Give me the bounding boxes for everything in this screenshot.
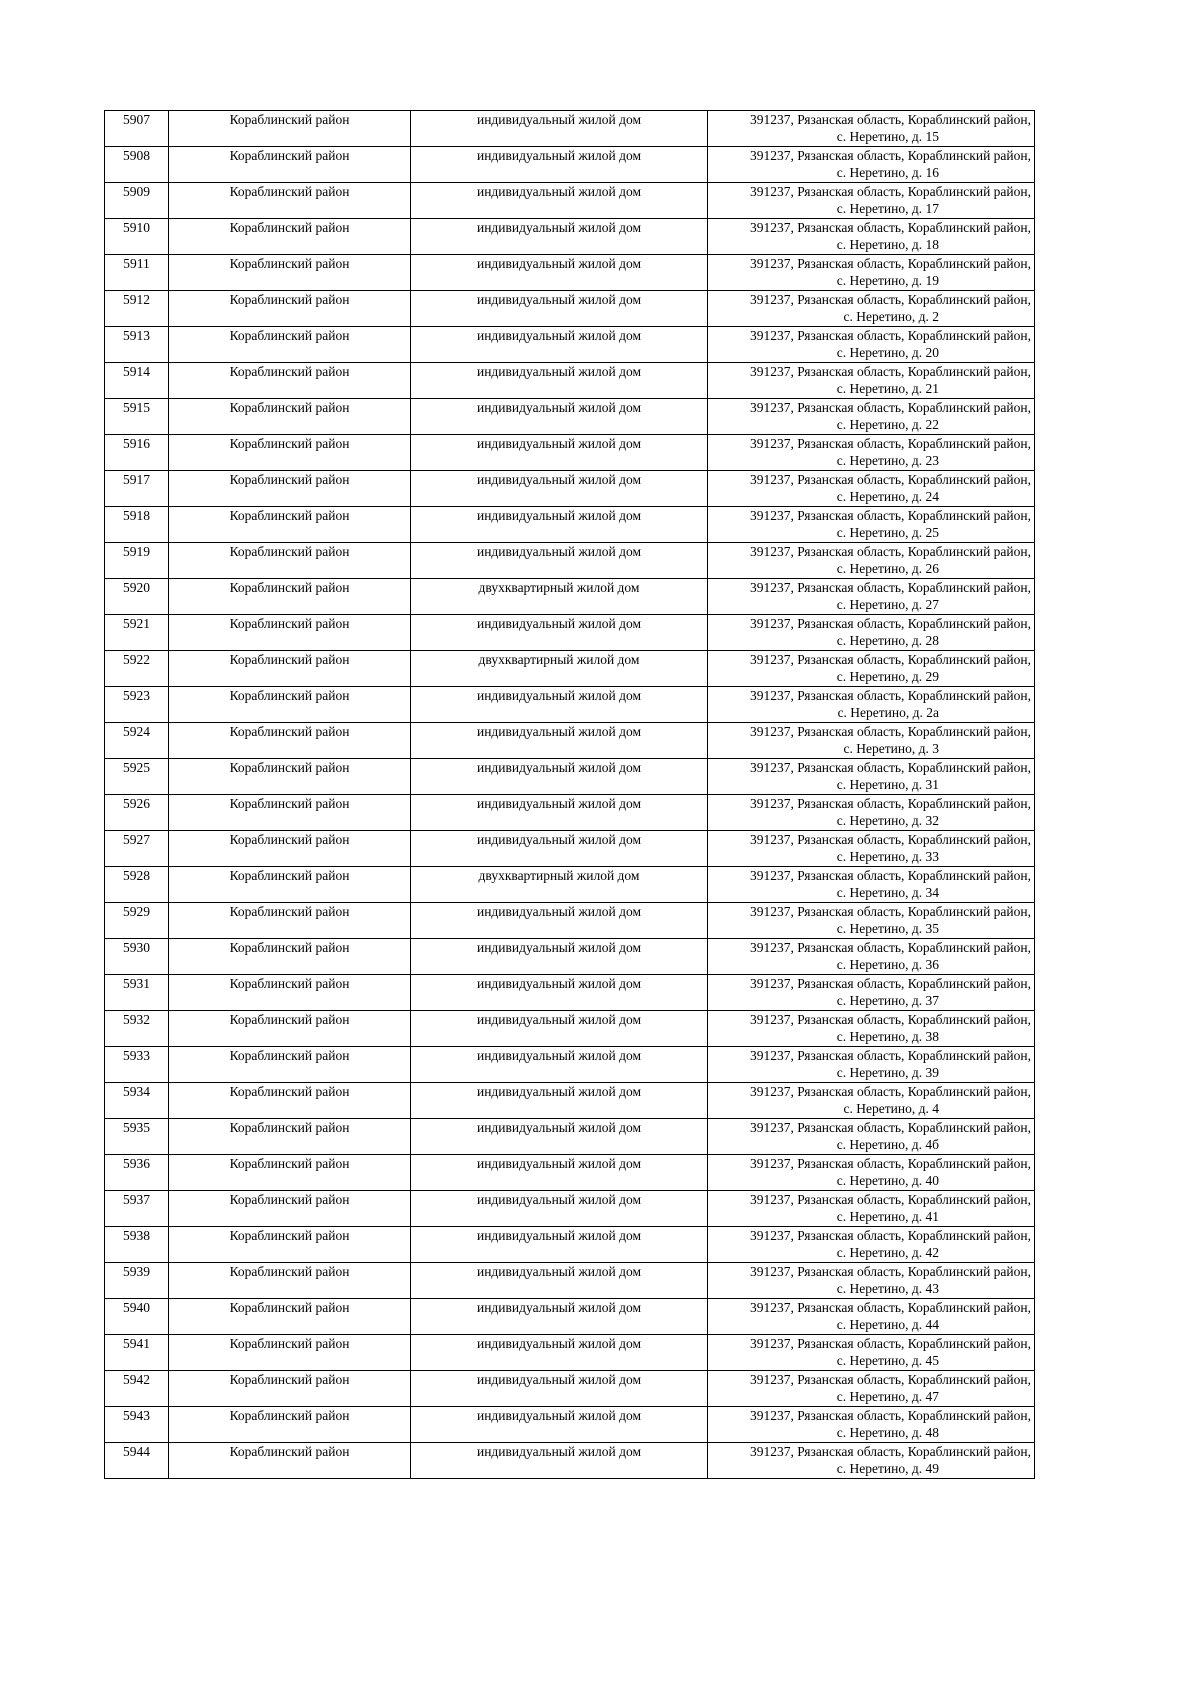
table-row: [105, 687, 1035, 723]
table-row: [105, 1155, 1035, 1191]
address-line-1: 391237, Рязанская область, Кораблинский район,: [750, 796, 1031, 811]
district-cell: Кораблинский район: [169, 651, 411, 687]
table-row: [105, 939, 1035, 975]
address-cell: [708, 1191, 1035, 1227]
address-line-2: с. Неретино, д. 2а: [837, 705, 939, 720]
district-cell: Кораблинский район: [169, 1047, 411, 1083]
address-line-2: с. Неретино, д. 23: [836, 453, 939, 468]
building-type-cell: индивидуальный жилой дом: [411, 183, 708, 219]
building-type-cell: индивидуальный жилой дом: [411, 327, 708, 363]
address-line-1: 391237, Рязанская область, Кораблинский район,: [750, 1408, 1031, 1423]
building-type-cell: индивидуальный жилой дом: [411, 1407, 708, 1443]
table-row: [105, 111, 1035, 147]
building-type-cell: индивидуальный жилой дом: [411, 1443, 708, 1479]
district-cell: Кораблинский район: [169, 1083, 411, 1119]
address-line-1: 391237, Рязанская область, Кораблинский район,: [750, 652, 1031, 667]
building-type-cell: индивидуальный жилой дом: [411, 399, 708, 435]
row-number-cell: 5909: [105, 183, 169, 219]
district-cell: Кораблинский район: [169, 615, 411, 651]
row-number-cell: 5916: [105, 435, 169, 471]
address-line-1: 391237, Рязанская область, Кораблинский район,: [750, 256, 1031, 271]
table-row: [105, 867, 1035, 903]
district-cell: Кораблинский район: [169, 1155, 411, 1191]
address-line-1: 391237, Рязанская область, Кораблинский район,: [750, 436, 1031, 451]
table-row: [105, 507, 1035, 543]
table-row: [105, 363, 1035, 399]
address-cell: [708, 1299, 1035, 1335]
row-number-cell: 5907: [105, 111, 169, 147]
address-line-1: 391237, Рязанская область, Кораблинский район,: [750, 112, 1031, 127]
district-cell: Кораблинский район: [169, 867, 411, 903]
row-number-cell: 5914: [105, 363, 169, 399]
district-cell: Кораблинский район: [169, 831, 411, 867]
table-row: [105, 1335, 1035, 1371]
table-row: [105, 1263, 1035, 1299]
row-number-cell: 5919: [105, 543, 169, 579]
district-cell: Кораблинский район: [169, 975, 411, 1011]
address-cell: [708, 183, 1035, 219]
address-line-2: с. Неретино, д. 32: [836, 813, 939, 828]
row-number-cell: 5913: [105, 327, 169, 363]
address-cell: [708, 399, 1035, 435]
building-type-cell: индивидуальный жилой дом: [411, 111, 708, 147]
building-type-cell: индивидуальный жилой дом: [411, 1155, 708, 1191]
building-type-cell: индивидуальный жилой дом: [411, 255, 708, 291]
address-line-1: 391237, Рязанская область, Кораблинский район,: [750, 1336, 1031, 1351]
address-cell: [708, 1335, 1035, 1371]
row-number-cell: 5928: [105, 867, 169, 903]
table-row: [105, 1083, 1035, 1119]
address-line-2: с. Неретино, д. 36: [836, 957, 939, 972]
address-line-2: с. Неретино, д. 43: [836, 1281, 939, 1296]
building-type-cell: индивидуальный жилой дом: [411, 615, 708, 651]
building-type-cell: двухквартирный жилой дом: [411, 579, 708, 615]
address-line-2: с. Неретино, д. 37: [836, 993, 939, 1008]
row-number-cell: 5920: [105, 579, 169, 615]
row-number-cell: 5939: [105, 1263, 169, 1299]
address-cell: [708, 831, 1035, 867]
row-number-cell: 5925: [105, 759, 169, 795]
building-type-cell: индивидуальный жилой дом: [411, 975, 708, 1011]
table-row: [105, 975, 1035, 1011]
building-type-cell: индивидуальный жилой дом: [411, 831, 708, 867]
district-cell: Кораблинский район: [169, 723, 411, 759]
address-cell: [708, 507, 1035, 543]
address-cell: [708, 651, 1035, 687]
district-cell: Кораблинский район: [169, 1299, 411, 1335]
address-line-2: с. Неретино, д. 42: [836, 1245, 939, 1260]
row-number-cell: 5929: [105, 903, 169, 939]
table-row: [105, 1407, 1035, 1443]
table-row: [105, 219, 1035, 255]
address-line-1: 391237, Рязанская область, Кораблинский район,: [750, 868, 1031, 883]
row-number-cell: 5935: [105, 1119, 169, 1155]
address-line-2: с. Неретино, д. 26: [836, 561, 939, 576]
district-cell: Кораблинский район: [169, 363, 411, 399]
address-cell: [708, 1155, 1035, 1191]
building-type-cell: индивидуальный жилой дом: [411, 1047, 708, 1083]
address-line-2: с. Неретино, д. 34: [836, 885, 939, 900]
address-line-1: 391237, Рязанская область, Кораблинский район,: [750, 472, 1031, 487]
address-line-2: с. Неретино, д. 22: [836, 417, 939, 432]
row-number-cell: 5915: [105, 399, 169, 435]
row-number-cell: 5931: [105, 975, 169, 1011]
address-line-2: с. Неретино, д. 39: [836, 1065, 939, 1080]
address-line-2: с. Неретино, д. 17: [836, 201, 939, 216]
row-number-cell: 5927: [105, 831, 169, 867]
address-line-2: с. Неретино, д. 4б: [836, 1137, 939, 1152]
district-cell: Кораблинский район: [169, 219, 411, 255]
address-cell: [708, 903, 1035, 939]
district-cell: Кораблинский район: [169, 543, 411, 579]
address-line-1: 391237, Рязанская область, Кораблинский район,: [750, 1444, 1031, 1459]
address-line-1: 391237, Рязанская область, Кораблинский район,: [750, 616, 1031, 631]
address-line-1: 391237, Рязанская область, Кораблинский район,: [750, 184, 1031, 199]
building-type-cell: индивидуальный жилой дом: [411, 687, 708, 723]
table-row: [105, 147, 1035, 183]
table-row: [105, 651, 1035, 687]
address-cell: [708, 219, 1035, 255]
address-line-2: с. Неретино, д. 38: [836, 1029, 939, 1044]
address-line-1: 391237, Рязанская область, Кораблинский район,: [750, 1300, 1031, 1315]
table-row: [105, 1119, 1035, 1155]
building-type-cell: индивидуальный жилой дом: [411, 1299, 708, 1335]
address-line-1: 391237, Рязанская область, Кораблинский район,: [750, 148, 1031, 163]
address-cell: [708, 1407, 1035, 1443]
table-row: [105, 579, 1035, 615]
district-cell: Кораблинский район: [169, 255, 411, 291]
address-cell: [708, 795, 1035, 831]
district-cell: Кораблинский район: [169, 327, 411, 363]
address-cell: [708, 687, 1035, 723]
address-line-2: с. Неретино, д. 44: [836, 1317, 939, 1332]
address-line-2: с. Неретино, д. 41: [836, 1209, 939, 1224]
address-line-2: с. Неретино, д. 16: [836, 165, 939, 180]
building-type-cell: индивидуальный жилой дом: [411, 543, 708, 579]
building-type-cell: индивидуальный жилой дом: [411, 1263, 708, 1299]
registry-table: [104, 110, 1035, 1479]
address-line-2: с. Неретино, д. 27: [836, 597, 939, 612]
address-line-1: 391237, Рязанская область, Кораблинский район,: [750, 1264, 1031, 1279]
address-line-2: с. Неретино, д. 25: [836, 525, 939, 540]
address-cell: [708, 1083, 1035, 1119]
address-cell: [708, 1119, 1035, 1155]
table-row: [105, 795, 1035, 831]
district-cell: Кораблинский район: [169, 435, 411, 471]
building-type-cell: индивидуальный жилой дом: [411, 1119, 708, 1155]
address-line-2: с. Неретино, д. 15: [836, 129, 939, 144]
row-number-cell: 5940: [105, 1299, 169, 1335]
address-line-1: 391237, Рязанская область, Кораблинский район,: [750, 1192, 1031, 1207]
row-number-cell: 5923: [105, 687, 169, 723]
address-cell: [708, 615, 1035, 651]
table-row: [105, 1011, 1035, 1047]
row-number-cell: 5911: [105, 255, 169, 291]
building-type-cell: индивидуальный жилой дом: [411, 507, 708, 543]
building-type-cell: индивидуальный жилой дом: [411, 795, 708, 831]
address-line-2: с. Неретино, д. 33: [836, 849, 939, 864]
address-cell: [708, 1011, 1035, 1047]
address-line-1: 391237, Рязанская область, Кораблинский район,: [750, 688, 1031, 703]
district-cell: Кораблинский район: [169, 1263, 411, 1299]
address-line-2: с. Неретино, д. 40: [836, 1173, 939, 1188]
address-cell: [708, 579, 1035, 615]
building-type-cell: индивидуальный жилой дом: [411, 1083, 708, 1119]
row-number-cell: 5921: [105, 615, 169, 651]
building-type-cell: индивидуальный жилой дом: [411, 1335, 708, 1371]
table-row: [105, 615, 1035, 651]
district-cell: Кораблинский район: [169, 1191, 411, 1227]
table-row: [105, 1227, 1035, 1263]
district-cell: Кораблинский район: [169, 1011, 411, 1047]
row-number-cell: 5937: [105, 1191, 169, 1227]
address-line-1: 391237, Рязанская область, Кораблинский район,: [750, 508, 1031, 523]
row-number-cell: 5926: [105, 795, 169, 831]
address-line-2: с. Неретино, д. 2: [843, 309, 939, 324]
building-type-cell: индивидуальный жилой дом: [411, 723, 708, 759]
address-cell: [708, 147, 1035, 183]
address-line-2: с. Неретино, д. 4: [843, 1101, 939, 1116]
table-row: [105, 903, 1035, 939]
address-cell: [708, 363, 1035, 399]
address-line-2: с. Неретино, д. 35: [836, 921, 939, 936]
row-number-cell: 5932: [105, 1011, 169, 1047]
table-body: [105, 111, 1035, 1479]
address-line-2: с. Неретино, д. 31: [836, 777, 939, 792]
table-row: [105, 1191, 1035, 1227]
address-cell: [708, 759, 1035, 795]
table-row: [105, 543, 1035, 579]
address-cell: [708, 111, 1035, 147]
address-line-1: 391237, Рязанская область, Кораблинский район,: [750, 1228, 1031, 1243]
address-line-1: 391237, Рязанская область, Кораблинский район,: [750, 940, 1031, 955]
row-number-cell: 5936: [105, 1155, 169, 1191]
address-line-1: 391237, Рязанская область, Кораблинский район,: [750, 544, 1031, 559]
row-number-cell: 5944: [105, 1443, 169, 1479]
address-cell: [708, 255, 1035, 291]
row-number-cell: 5912: [105, 291, 169, 327]
row-number-cell: 5930: [105, 939, 169, 975]
building-type-cell: индивидуальный жилой дом: [411, 363, 708, 399]
address-line-1: 391237, Рязанская область, Кораблинский район,: [750, 220, 1031, 235]
address-cell: [708, 1371, 1035, 1407]
district-cell: Кораблинский район: [169, 183, 411, 219]
district-cell: Кораблинский район: [169, 111, 411, 147]
address-line-2: с. Неретино, д. 47: [836, 1389, 939, 1404]
table-row: [105, 831, 1035, 867]
address-line-2: с. Неретино, д. 18: [836, 237, 939, 252]
address-line-1: 391237, Рязанская область, Кораблинский район,: [750, 724, 1031, 739]
table-row: [105, 1443, 1035, 1479]
address-line-2: с. Неретино, д. 28: [836, 633, 939, 648]
address-line-1: 391237, Рязанская область, Кораблинский район,: [750, 760, 1031, 775]
district-cell: Кораблинский район: [169, 1119, 411, 1155]
row-number-cell: 5942: [105, 1371, 169, 1407]
address-line-1: 391237, Рязанская область, Кораблинский район,: [750, 1372, 1031, 1387]
district-cell: Кораблинский район: [169, 1335, 411, 1371]
building-type-cell: двухквартирный жилой дом: [411, 651, 708, 687]
address-line-1: 391237, Рязанская область, Кораблинский район,: [750, 1156, 1031, 1171]
row-number-cell: 5924: [105, 723, 169, 759]
row-number-cell: 5910: [105, 219, 169, 255]
district-cell: Кораблинский район: [169, 471, 411, 507]
address-line-2: с. Неретино, д. 24: [836, 489, 939, 504]
address-cell: [708, 471, 1035, 507]
address-line-1: 391237, Рязанская область, Кораблинский район,: [750, 1048, 1031, 1063]
address-cell: [708, 723, 1035, 759]
row-number-cell: 5938: [105, 1227, 169, 1263]
address-line-2: с. Неретино, д. 29: [836, 669, 939, 684]
district-cell: Кораблинский район: [169, 1227, 411, 1263]
district-cell: Кораблинский район: [169, 939, 411, 975]
building-type-cell: индивидуальный жилой дом: [411, 903, 708, 939]
address-line-1: 391237, Рязанская область, Кораблинский район,: [750, 1012, 1031, 1027]
address-line-2: с. Неретино, д. 3: [843, 741, 939, 756]
table-row: [105, 399, 1035, 435]
table-row: [105, 1299, 1035, 1335]
address-line-1: 391237, Рязанская область, Кораблинский район,: [750, 1120, 1031, 1135]
table-row: [105, 255, 1035, 291]
address-cell: [708, 1047, 1035, 1083]
table-row: [105, 291, 1035, 327]
table-row: [105, 759, 1035, 795]
address-line-1: 391237, Рязанская область, Кораблинский район,: [750, 832, 1031, 847]
district-cell: Кораблинский район: [169, 579, 411, 615]
table-row: [105, 471, 1035, 507]
district-cell: Кораблинский район: [169, 291, 411, 327]
address-cell: [708, 327, 1035, 363]
row-number-cell: 5917: [105, 471, 169, 507]
row-number-cell: 5934: [105, 1083, 169, 1119]
building-type-cell: индивидуальный жилой дом: [411, 435, 708, 471]
district-cell: Кораблинский район: [169, 903, 411, 939]
row-number-cell: 5908: [105, 147, 169, 183]
table-row: [105, 327, 1035, 363]
building-type-cell: индивидуальный жилой дом: [411, 1191, 708, 1227]
address-line-1: 391237, Рязанская область, Кораблинский район,: [750, 1084, 1031, 1099]
address-line-1: 391237, Рязанская область, Кораблинский район,: [750, 292, 1031, 307]
address-line-1: 391237, Рязанская область, Кораблинский район,: [750, 904, 1031, 919]
building-type-cell: индивидуальный жилой дом: [411, 1011, 708, 1047]
row-number-cell: 5943: [105, 1407, 169, 1443]
address-cell: [708, 975, 1035, 1011]
address-line-1: 391237, Рязанская область, Кораблинский район,: [750, 364, 1031, 379]
district-cell: Кораблинский район: [169, 399, 411, 435]
table-row: [105, 723, 1035, 759]
district-cell: Кораблинский район: [169, 1443, 411, 1479]
table-row: [105, 435, 1035, 471]
table-row: [105, 1371, 1035, 1407]
address-cell: [708, 435, 1035, 471]
row-number-cell: 5933: [105, 1047, 169, 1083]
district-cell: Кораблинский район: [169, 147, 411, 183]
address-cell: [708, 1227, 1035, 1263]
building-type-cell: индивидуальный жилой дом: [411, 939, 708, 975]
building-type-cell: индивидуальный жилой дом: [411, 471, 708, 507]
address-cell: [708, 867, 1035, 903]
address-cell: [708, 939, 1035, 975]
table-row: [105, 183, 1035, 219]
district-cell: Кораблинский район: [169, 507, 411, 543]
building-type-cell: индивидуальный жилой дом: [411, 219, 708, 255]
district-cell: Кораблинский район: [169, 687, 411, 723]
building-type-cell: индивидуальный жилой дом: [411, 147, 708, 183]
address-line-2: с. Неретино, д. 48: [836, 1425, 939, 1440]
building-type-cell: индивидуальный жилой дом: [411, 1227, 708, 1263]
row-number-cell: 5941: [105, 1335, 169, 1371]
address-line-2: с. Неретино, д. 45: [836, 1353, 939, 1368]
address-cell: [708, 543, 1035, 579]
district-cell: Кораблинский район: [169, 759, 411, 795]
building-type-cell: индивидуальный жилой дом: [411, 759, 708, 795]
district-cell: Кораблинский район: [169, 795, 411, 831]
address-line-1: 391237, Рязанская область, Кораблинский район,: [750, 328, 1031, 343]
address-cell: [708, 1263, 1035, 1299]
building-type-cell: индивидуальный жилой дом: [411, 291, 708, 327]
address-cell: [708, 1443, 1035, 1479]
row-number-cell: 5918: [105, 507, 169, 543]
district-cell: Кораблинский район: [169, 1407, 411, 1443]
building-type-cell: двухквартирный жилой дом: [411, 867, 708, 903]
table-row: [105, 1047, 1035, 1083]
address-line-1: 391237, Рязанская область, Кораблинский район,: [750, 976, 1031, 991]
building-type-cell: индивидуальный жилой дом: [411, 1371, 708, 1407]
address-line-2: с. Неретино, д. 20: [836, 345, 939, 360]
address-line-1: 391237, Рязанская область, Кораблинский район,: [750, 400, 1031, 415]
address-line-2: с. Неретино, д. 21: [836, 381, 939, 396]
district-cell: Кораблинский район: [169, 1371, 411, 1407]
address-line-2: с. Неретино, д. 19: [836, 273, 939, 288]
row-number-cell: 5922: [105, 651, 169, 687]
address-line-2: с. Неретино, д. 49: [836, 1461, 939, 1476]
address-cell: [708, 291, 1035, 327]
address-line-1: 391237, Рязанская область, Кораблинский район,: [750, 580, 1031, 595]
